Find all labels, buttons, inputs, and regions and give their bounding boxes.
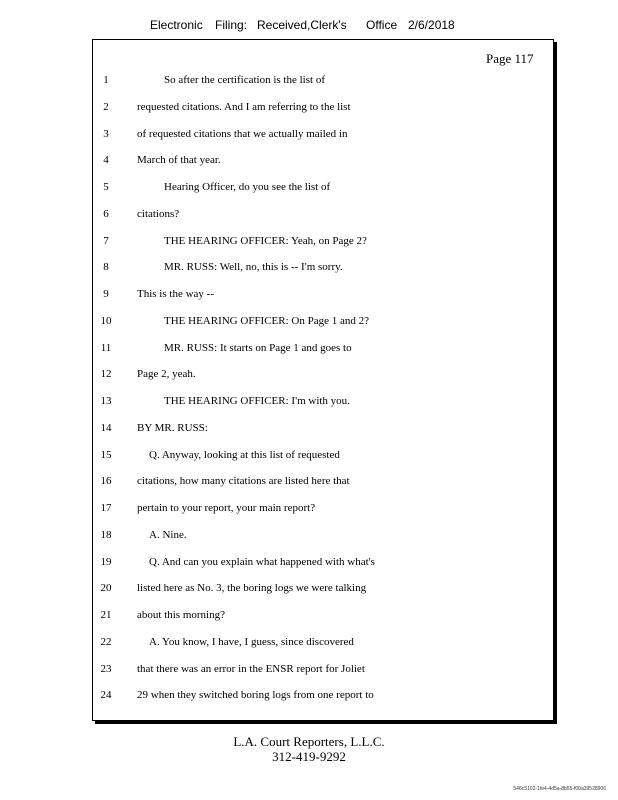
transcript-line: [0, 502, 618, 522]
line-number: 6: [103, 207, 109, 220]
line-number: 5: [103, 181, 109, 193]
line-text: A. You know, I have, I guess, since discovered: [149, 635, 354, 648]
transcript-line: [0, 368, 618, 388]
transcript-line: [0, 208, 618, 228]
header-word: Electronic: [150, 18, 203, 32]
line-text: MR. RUSS: It starts on Page 1 and goes to: [164, 341, 352, 354]
line-text: A. Nine.: [149, 528, 187, 541]
line-number: 17: [100, 502, 112, 514]
line-number: 9: [103, 288, 109, 300]
line-text: BY MR. RUSS:: [137, 421, 208, 434]
line-number: 13: [100, 395, 112, 407]
line-text: that there was an error in the ENSR report for Joliet: [137, 662, 365, 675]
transcript-line: [0, 288, 618, 308]
reporter-name: L.A. Court Reporters, L.L.C.: [233, 734, 385, 749]
line-text: citations, how many citations are listed here that: [137, 475, 350, 488]
line-number: 20: [100, 582, 112, 595]
line-text: So after the certification is the list of: [164, 74, 325, 86]
transcript-line: [0, 315, 618, 335]
line-number: 4: [103, 154, 109, 167]
line-text: THE HEARING OFFICER: Yeah, on Page 2?: [164, 234, 367, 247]
header-word: Office: [366, 18, 398, 32]
line-text: Page 2, yeah.: [137, 368, 196, 381]
transcript-line: [0, 556, 618, 576]
filing-header: [0, 18, 618, 36]
line-text: March of that year.: [137, 154, 221, 167]
line-text: 29 when they switched boring logs from one report to: [137, 689, 374, 702]
line-number: 12: [100, 368, 112, 381]
line-number: 2: [103, 100, 109, 113]
line-number: 15: [100, 448, 112, 461]
line-number: 3: [103, 127, 109, 140]
transcript-line: [0, 261, 618, 281]
transcript-line: [0, 342, 618, 362]
header-word: Received,Clerk's: [257, 18, 347, 32]
transcript-line: [0, 128, 618, 148]
line-text: This is the way --: [137, 288, 214, 300]
transcript-line: [0, 636, 618, 656]
transcript-line: [0, 663, 618, 683]
line-text: Hearing Officer, do you see the list of: [164, 181, 331, 193]
line-number: 14: [100, 421, 112, 434]
line-text: about this morning?: [137, 609, 225, 621]
line-number: 19: [100, 555, 112, 568]
line-text: Q. Anyway, looking at this list of requested: [149, 448, 340, 461]
line-text: requested citations. And I am referring to the list: [137, 100, 351, 113]
line-number: 8: [103, 261, 109, 274]
line-text: citations?: [137, 207, 180, 220]
line-number: 7: [103, 234, 109, 247]
transcript-line: [0, 582, 618, 602]
line-number: 11: [100, 341, 112, 354]
transcript-line: [0, 395, 618, 415]
line-text: THE HEARING OFFICER: I'm with you.: [164, 395, 350, 407]
document-id-stamp: 546c5102-1fe4-4d5a-8b55-f00a39528906: [513, 786, 606, 792]
line-number: 23: [100, 662, 112, 675]
line-text: pertain to your report, your main report?: [137, 502, 316, 514]
transcript-line: [0, 181, 618, 201]
line-number: 21: [100, 609, 112, 621]
header-word: 2/6/2018: [408, 18, 455, 32]
transcript-line: [0, 235, 618, 255]
transcript-line: [0, 609, 618, 629]
transcript-line: [0, 689, 618, 709]
line-number: 22: [100, 635, 112, 648]
page-number: Page 117: [486, 51, 534, 66]
line-number: 18: [100, 528, 112, 541]
reporter-phone: 312-419-9292: [272, 749, 346, 764]
line-number: 10: [100, 314, 112, 327]
line-number: 1: [103, 74, 109, 86]
header-word: Filing:: [215, 18, 248, 32]
line-text: of requested citations that we actually mailed in: [137, 127, 348, 140]
line-text: MR. RUSS: Well, no, this is -- I'm sorry.: [164, 261, 343, 274]
transcript-line: [0, 422, 618, 442]
line-text: THE HEARING OFFICER: On Page 1 and 2?: [164, 314, 370, 327]
transcript-line: [0, 449, 618, 469]
transcript-line: [0, 154, 618, 174]
line-number: 24: [100, 689, 112, 702]
transcript-line: [0, 74, 618, 94]
transcript-line: [0, 101, 618, 121]
line-text: Q. And can you explain what happened with what's: [149, 555, 375, 568]
line-text: listed here as No. 3, the boring logs we were talking: [137, 582, 367, 595]
transcript-line: [0, 529, 618, 549]
transcript-line: [0, 475, 618, 495]
line-number: 16: [100, 475, 112, 488]
